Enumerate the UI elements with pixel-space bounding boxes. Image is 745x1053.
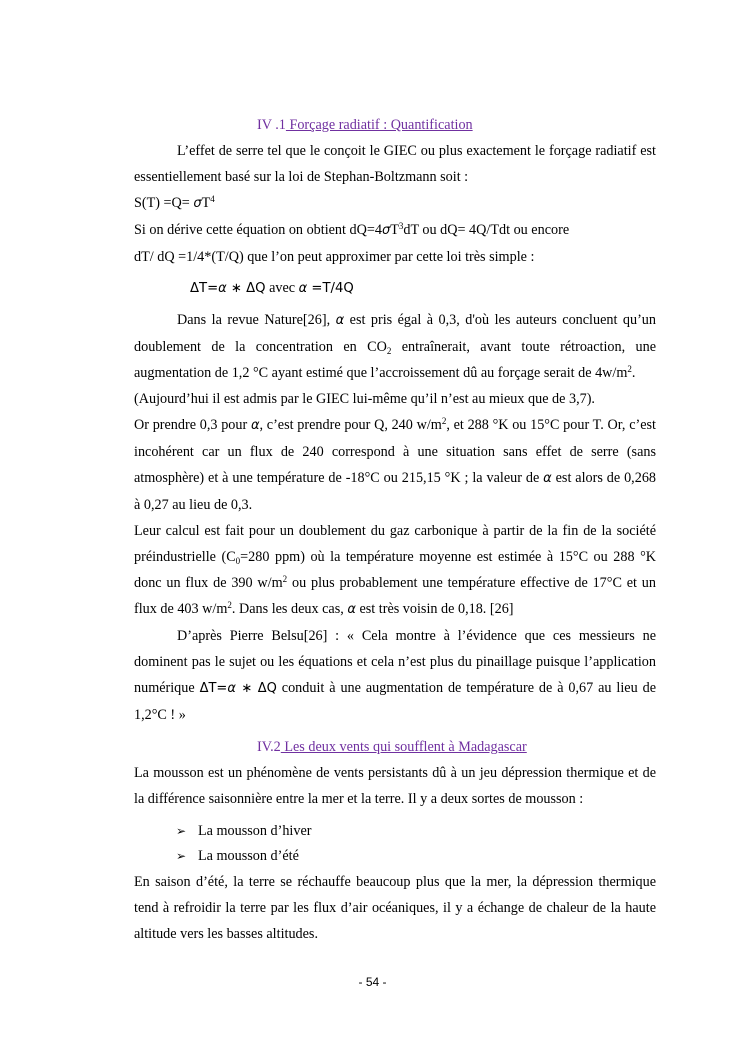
alpha-symbol: α xyxy=(347,602,356,617)
page-number: - 54 - xyxy=(358,975,387,989)
formula-stefan-boltzmann xyxy=(134,190,656,217)
superscript: 4 xyxy=(210,194,215,204)
superscript: 2 xyxy=(627,364,632,374)
paragraph-text: =280 ppm) où la température moyenne est estimée à 15°C ou 288 °K donc un flux de 390 w/m xyxy=(134,549,656,591)
paragraph-text: , c’est prendre pour Q, 240 w/m xyxy=(259,417,442,433)
section-body-iv1 xyxy=(134,138,656,728)
alpha-symbol: α xyxy=(227,681,236,696)
subscript: 0 xyxy=(235,556,241,566)
paragraph-derivation xyxy=(134,217,656,244)
paragraph-saison-ete: En saison d’été, la terre se réchauffe beaucoup plus que la mer, la dépression thermique tend à refroidir la terre par les flux d’air océaniques, il y a échange de chaleur de la haute altitude vers les basses altitudes. xyxy=(134,874,656,942)
arrow-bullet-icon: ➢ xyxy=(176,824,187,838)
paragraph-text: , et 288 °K ou 15°C pour T. Or, c’est incohérent car un flux de 240 correspond à une situation sans effet de serre (sans atmosphère) et à une température de -18°C ou 215,15 °K ; la valeur de xyxy=(134,417,656,486)
paragraph-text: . xyxy=(631,365,636,381)
alpha-symbol: α xyxy=(335,313,345,328)
formula-text: dT ou dQ= 4Q/Tdt ou encore xyxy=(403,222,570,238)
alpha-symbol: α xyxy=(218,281,227,296)
equation-text: avec xyxy=(265,280,299,296)
paragraph-text: . Dans les deux cas, xyxy=(231,601,348,617)
paragraph-text: Dans la revue Nature[26], xyxy=(177,312,336,328)
paragraph-mousson: La mousson est un phénomène de vents persistants dû à un jeu dépression thermique et de la différence saisonnière entre la mer et la terre. Il y a deux sortes de mousson : xyxy=(134,765,656,807)
paragraph-calcul xyxy=(134,518,656,623)
equation-text: ∗ ΔQ xyxy=(235,681,277,696)
list-item xyxy=(134,844,656,869)
paragraph-text: D’après Pierre Belsu[26] : « Cela montre à l’évidence que ces messieurs ne dominent pas le sujet ou les équations et cela n’est plus du pinaillage puisque l’application numérique xyxy=(134,628,656,696)
formula-text: T xyxy=(390,222,399,238)
paragraph-text: Or prendre 0,3 pour xyxy=(134,417,251,433)
paragraph-text: est pris égal à 0,3, d'où les auteurs concluent qu’un doublement de la concentration en CO xyxy=(134,312,656,355)
paragraph-text: entraînerait, avant toute rétroaction, une augmentation de 1,2 °C ayant estimé que l’accroissement dû au forçage serait de 4w/m xyxy=(134,339,656,381)
equation-text: ΔT= xyxy=(199,681,228,696)
mousson-list xyxy=(134,819,656,869)
section-number: IV.2 xyxy=(257,739,281,755)
list-item-text: La mousson d’hiver xyxy=(198,823,312,839)
section-title: Forçage radiatif : Quantification xyxy=(285,117,473,133)
superscript: 2 xyxy=(227,600,232,610)
paragraph-text: conduit à une augmentation de température de à 0,67 au lieu de 1,2°C ! » xyxy=(134,680,656,723)
equation-text: ∗ ΔQ xyxy=(226,281,266,296)
paragraph-belsu xyxy=(134,623,656,728)
paragraph-text: ou plus probablement une température effective de 17°C et un flux de 403 w/m xyxy=(134,575,656,617)
superscript: 3 xyxy=(398,221,404,231)
paragraph-nature xyxy=(134,307,656,386)
paragraph-text: est alors de 0,268 à 0,27 au lieu de 0,3. xyxy=(134,470,657,513)
paragraph-text: est très voisin de 0,18. [26] xyxy=(355,601,514,617)
arrow-bullet-icon: ➢ xyxy=(176,849,187,863)
list-item-text: La mousson d’été xyxy=(198,848,299,864)
list-item xyxy=(134,819,656,844)
paragraph-intro: L’effet de serre tel que le conçoit le GIEC ou plus exactement le forçage radiatif est essentiellement basé sur la loi de Stephan-Boltzmann soit : xyxy=(134,143,656,185)
superscript: 2 xyxy=(282,574,288,584)
formula-text: T xyxy=(201,195,211,211)
sigma-symbol: σ xyxy=(381,223,391,238)
sigma-symbol: σ xyxy=(193,196,202,211)
alpha-symbol: α xyxy=(298,281,308,296)
alpha-symbol: α xyxy=(250,418,260,433)
paragraph-approximation: dT/ dQ =1/4*(T/Q) que l’on peut approximer par cette loi très simple : xyxy=(134,249,535,265)
subscript: 2 xyxy=(386,346,392,356)
alpha-symbol: α xyxy=(543,471,552,486)
equation-text: ΔT= xyxy=(190,281,219,296)
equation-text: =T/4Q xyxy=(307,281,354,296)
formula-text: S(T) =Q= xyxy=(134,195,194,211)
superscript: 2 xyxy=(441,416,447,426)
paragraph-text: Leur calcul est fait pour un doublement du gaz carbonique à partir de la fin de la société préindustrielle (C xyxy=(134,523,656,565)
formula-text: Si on dérive cette équation on obtient dQ=4 xyxy=(134,222,382,238)
section-number: IV .1 xyxy=(257,117,286,133)
paragraph-aujourdhui: (Aujourd’hui il est admis par le GIEC lui-même qu’il n’est au mieux que de 3,7). xyxy=(134,391,595,407)
paragraph-or xyxy=(134,412,656,518)
section-title: Les deux vents qui soufflent à Madagascar xyxy=(280,739,527,755)
section-body-iv2 xyxy=(134,760,656,947)
equation-delta-t xyxy=(134,275,656,302)
